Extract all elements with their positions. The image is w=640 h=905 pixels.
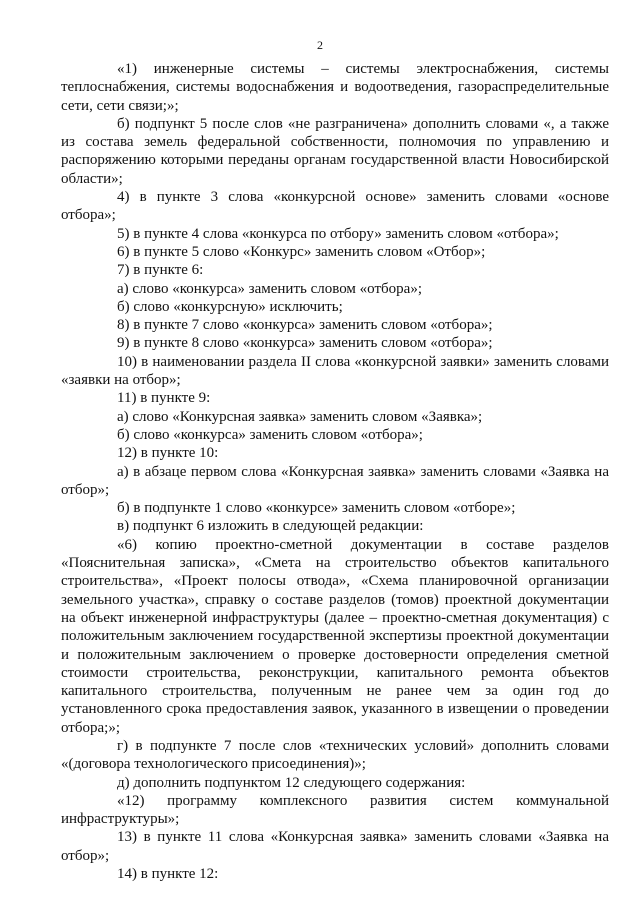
paragraph: а) слово «конкурса» заменить словом «отбора»;: [117, 280, 422, 297]
paragraph: 5) в пункте 4 слова «конкурса по отбору» заменить словом «отбора»;: [117, 225, 559, 242]
paragraph: а) в абзаце первом слова «Конкурсная заявка» заменить словами «Заявка на отбор»;: [61, 463, 609, 498]
document-body: [61, 60, 609, 883]
paragraph: г) в подпункте 7 после слов «технических условий» дополнить словами «(договора технологического присоединения)»;: [61, 737, 609, 773]
page-number: 2: [317, 38, 323, 52]
paragraph: д) дополнить подпунктом 12 следующего содержания:: [117, 774, 466, 791]
paragraph: 4) в пункте 3 слова «конкурсной основе» заменить словами «основе отбора»;: [61, 189, 609, 224]
paragraph: б) в подпункте 1 слово «конкурсе» заменить словом «отборе»;: [117, 500, 516, 517]
paragraph: а) слово «Конкурсная заявка» заменить словом «Заявка»;: [117, 408, 483, 425]
paragraph: «1) инженерные системы – системы электроснабжения, системы теплоснабжения, системы водоснабжения и водоотведения, газораспределительные сети, сети связи;»;: [61, 61, 609, 114]
paragraph: б) слово «конкурса» заменить словом «отбора»;: [117, 426, 423, 443]
paragraph: 13) в пункте 11 слова «Конкурсная заявка» заменить словами «Заявка на отбор»;: [61, 829, 609, 864]
paragraph: «6) копию проектно-сметной документации в составе разделов «Пояснительная записка», «Смета на строительство объектов капитального строительства», «Проект полосы отвода», «Схема планировочной организации земельного участка», справку о составе разделов (томов) проектной документации на объект инженерной инфраструктуры (далее – проектно-сметная документация) с положительным заключением государственной экспертизы проектной документации и положительным заключением о проверке достоверности определения сметной стоимости строительства, реконструкции, капитального ремонта объектов капитального строительства, полученным не ранее чем за один год до установленного срока предоставления заявок, указанного в извещении о проведении отбора;»;: [61, 536, 609, 736]
paragraph: 11) в пункте 9:: [117, 390, 211, 407]
paragraph: 12) в пункте 10:: [117, 445, 219, 462]
paragraph: 10) в наименовании раздела II слова «конкурсной заявки» заменить словами «заявки на отбор»;: [61, 353, 609, 389]
paragraph: 7) в пункте 6:: [117, 262, 204, 279]
paragraph: 6) в пункте 5 слово «Конкурс» заменить словом «Отбор»;: [117, 243, 486, 260]
paragraph: 8) в пункте 7 слово «конкурса» заменить словом «отбора»;: [117, 317, 493, 334]
paragraph: б) подпункт 5 после слов «не разграничена» дополнить словами «, а также из состава земель федеральной собственности, полномочия по управлению и распоряжению которыми переданы органам государственной власти Новосибирской области»;: [61, 115, 609, 187]
paragraph: «12) программу комплексного развития систем коммунальной инфраструктуры»;: [61, 792, 609, 828]
paragraph: 14) в пункте 12:: [117, 866, 219, 883]
paragraph: в) подпункт 6 изложить в следующей редакции:: [117, 518, 424, 535]
paragraph: 9) в пункте 8 слово «конкурса» заменить словом «отбора»;: [117, 335, 493, 352]
paragraph: б) слово «конкурсную» исключить;: [117, 298, 343, 315]
